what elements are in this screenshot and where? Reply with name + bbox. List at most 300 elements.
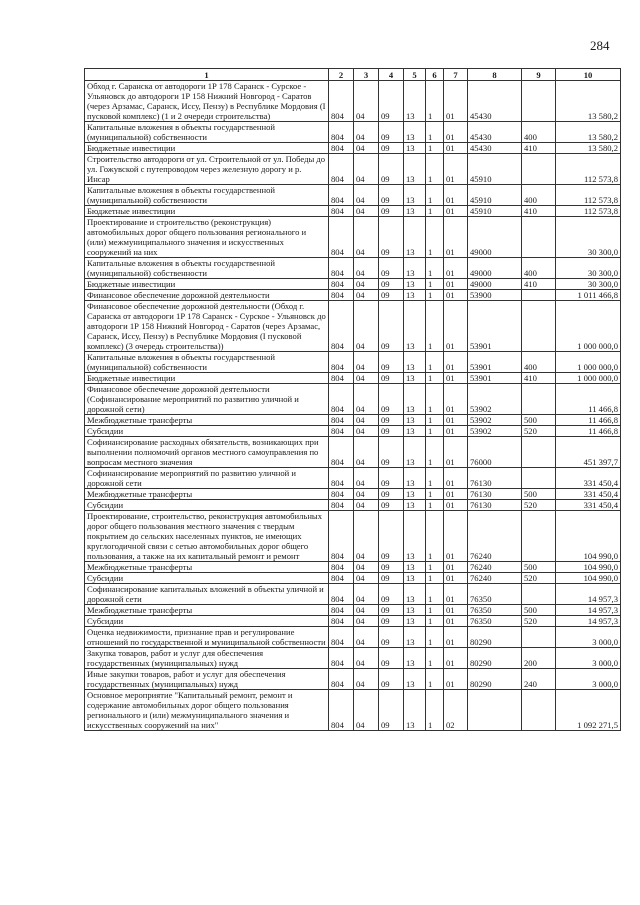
code-cell: 13 bbox=[404, 669, 426, 690]
amount-cell: 13 580,2 bbox=[556, 81, 621, 122]
header-cell: 6 bbox=[426, 69, 444, 81]
amount-cell: 104 990,0 bbox=[556, 573, 621, 584]
code-cell: 01 bbox=[444, 627, 468, 648]
code-cell: 1 bbox=[426, 415, 444, 426]
code-cell: 400 bbox=[522, 122, 556, 143]
code-cell: 1 bbox=[426, 584, 444, 605]
code-cell: 01 bbox=[444, 279, 468, 290]
code-cell: 01 bbox=[444, 468, 468, 489]
code-cell: 49000 bbox=[468, 279, 522, 290]
code-cell: 804 bbox=[329, 669, 354, 690]
code-cell: 410 bbox=[522, 206, 556, 217]
code-cell: 01 bbox=[444, 437, 468, 468]
code-cell: 1 bbox=[426, 217, 444, 258]
code-cell: 1 bbox=[426, 143, 444, 154]
code-cell: 01 bbox=[444, 258, 468, 279]
code-cell: 09 bbox=[379, 605, 404, 616]
code-cell: 01 bbox=[444, 605, 468, 616]
code-cell: 02 bbox=[444, 690, 468, 731]
code-cell: 09 bbox=[379, 122, 404, 143]
table-row bbox=[85, 605, 621, 616]
code-cell: 01 bbox=[444, 185, 468, 206]
code-cell: 13 bbox=[404, 468, 426, 489]
code-cell bbox=[522, 81, 556, 122]
table-row bbox=[85, 648, 621, 669]
code-cell: 804 bbox=[329, 122, 354, 143]
code-cell bbox=[522, 584, 556, 605]
page-number: 284 bbox=[590, 38, 610, 53]
code-cell: 804 bbox=[329, 415, 354, 426]
code-cell: 53900 bbox=[468, 290, 522, 301]
code-cell: 13 bbox=[404, 206, 426, 217]
amount-cell: 112 573,8 bbox=[556, 185, 621, 206]
code-cell: 04 bbox=[354, 290, 379, 301]
code-cell: 804 bbox=[329, 605, 354, 616]
code-cell: 09 bbox=[379, 500, 404, 511]
code-cell: 01 bbox=[444, 648, 468, 669]
code-cell: 01 bbox=[444, 573, 468, 584]
code-cell: 04 bbox=[354, 415, 379, 426]
code-cell: 04 bbox=[354, 81, 379, 122]
code-cell: 76130 bbox=[468, 468, 522, 489]
code-cell: 01 bbox=[444, 352, 468, 373]
code-cell: 1 bbox=[426, 301, 444, 352]
code-cell: 80290 bbox=[468, 627, 522, 648]
code-cell: 09 bbox=[379, 81, 404, 122]
header-cell: 9 bbox=[522, 69, 556, 81]
table-row bbox=[85, 426, 621, 437]
code-cell: 13 bbox=[404, 437, 426, 468]
code-cell: 49000 bbox=[468, 258, 522, 279]
code-cell: 76240 bbox=[468, 573, 522, 584]
amount-cell: 3 000,0 bbox=[556, 669, 621, 690]
amount-cell: 451 397,7 bbox=[556, 437, 621, 468]
code-cell: 04 bbox=[354, 143, 379, 154]
code-cell: 45430 bbox=[468, 81, 522, 122]
table-row bbox=[85, 154, 621, 185]
code-cell: 04 bbox=[354, 616, 379, 627]
table-row bbox=[85, 627, 621, 648]
table-row bbox=[85, 185, 621, 206]
code-cell: 09 bbox=[379, 206, 404, 217]
code-cell: 1 bbox=[426, 627, 444, 648]
code-cell: 13 bbox=[404, 489, 426, 500]
code-cell: 09 bbox=[379, 384, 404, 415]
table-row bbox=[85, 122, 621, 143]
row-name-cell: Субсидии bbox=[85, 616, 329, 627]
code-cell: 804 bbox=[329, 468, 354, 489]
header-cell: 3 bbox=[354, 69, 379, 81]
code-cell: 13 bbox=[404, 185, 426, 206]
code-cell: 09 bbox=[379, 627, 404, 648]
code-cell: 45910 bbox=[468, 206, 522, 217]
code-cell: 13 bbox=[404, 258, 426, 279]
code-cell: 1 bbox=[426, 648, 444, 669]
table-row bbox=[85, 384, 621, 415]
code-cell: 520 bbox=[522, 426, 556, 437]
amount-cell: 11 466,8 bbox=[556, 384, 621, 415]
row-name-cell: Софинансирование мероприятий по развитию уличной и дорожной сети bbox=[85, 468, 329, 489]
code-cell: 804 bbox=[329, 616, 354, 627]
code-cell: 1 bbox=[426, 690, 444, 731]
code-cell: 01 bbox=[444, 290, 468, 301]
code-cell: 76240 bbox=[468, 562, 522, 573]
code-cell: 13 bbox=[404, 143, 426, 154]
code-cell: 04 bbox=[354, 627, 379, 648]
code-cell: 1 bbox=[426, 500, 444, 511]
code-cell: 804 bbox=[329, 352, 354, 373]
code-cell: 804 bbox=[329, 206, 354, 217]
amount-cell: 13 580,2 bbox=[556, 122, 621, 143]
amount-cell: 11 466,8 bbox=[556, 426, 621, 437]
table-header-row bbox=[85, 69, 621, 81]
code-cell: 13 bbox=[404, 616, 426, 627]
code-cell: 09 bbox=[379, 437, 404, 468]
code-cell: 804 bbox=[329, 690, 354, 731]
amount-cell: 1 011 466,8 bbox=[556, 290, 621, 301]
code-cell: 13 bbox=[404, 217, 426, 258]
code-cell: 500 bbox=[522, 562, 556, 573]
code-cell: 04 bbox=[354, 468, 379, 489]
code-cell: 1 bbox=[426, 489, 444, 500]
code-cell: 09 bbox=[379, 489, 404, 500]
code-cell: 01 bbox=[444, 81, 468, 122]
row-name-cell: Межбюджетные трансферты bbox=[85, 562, 329, 573]
code-cell: 13 bbox=[404, 384, 426, 415]
code-cell: 13 bbox=[404, 415, 426, 426]
code-cell: 13 bbox=[404, 690, 426, 731]
code-cell: 804 bbox=[329, 426, 354, 437]
row-name-cell: Межбюджетные трансферты bbox=[85, 489, 329, 500]
code-cell: 01 bbox=[444, 373, 468, 384]
code-cell: 1 bbox=[426, 154, 444, 185]
code-cell: 200 bbox=[522, 648, 556, 669]
code-cell: 09 bbox=[379, 258, 404, 279]
code-cell: 13 bbox=[404, 605, 426, 616]
amount-cell: 112 573,8 bbox=[556, 154, 621, 185]
table-row bbox=[85, 279, 621, 290]
code-cell: 1 bbox=[426, 185, 444, 206]
header-cell: 8 bbox=[468, 69, 522, 81]
code-cell bbox=[522, 511, 556, 562]
code-cell: 804 bbox=[329, 373, 354, 384]
code-cell: 01 bbox=[444, 384, 468, 415]
code-cell bbox=[522, 154, 556, 185]
code-cell: 04 bbox=[354, 511, 379, 562]
code-cell: 76000 bbox=[468, 437, 522, 468]
code-cell: 09 bbox=[379, 562, 404, 573]
code-cell: 240 bbox=[522, 669, 556, 690]
code-cell: 13 bbox=[404, 511, 426, 562]
code-cell: 53901 bbox=[468, 352, 522, 373]
code-cell: 04 bbox=[354, 373, 379, 384]
code-cell: 01 bbox=[444, 584, 468, 605]
code-cell: 500 bbox=[522, 605, 556, 616]
code-cell: 04 bbox=[354, 500, 379, 511]
code-cell: 804 bbox=[329, 154, 354, 185]
row-name-cell: Субсидии bbox=[85, 573, 329, 584]
code-cell: 13 bbox=[404, 373, 426, 384]
table-row bbox=[85, 217, 621, 258]
table-row bbox=[85, 301, 621, 352]
code-cell: 09 bbox=[379, 690, 404, 731]
table-row bbox=[85, 616, 621, 627]
code-cell: 1 bbox=[426, 279, 444, 290]
code-cell: 45430 bbox=[468, 143, 522, 154]
code-cell: 09 bbox=[379, 290, 404, 301]
amount-cell: 13 580,2 bbox=[556, 143, 621, 154]
header-cell: 10 bbox=[556, 69, 621, 81]
code-cell: 804 bbox=[329, 279, 354, 290]
code-cell: 520 bbox=[522, 616, 556, 627]
code-cell: 01 bbox=[444, 415, 468, 426]
code-cell: 01 bbox=[444, 489, 468, 500]
code-cell: 13 bbox=[404, 584, 426, 605]
amount-cell: 104 990,0 bbox=[556, 562, 621, 573]
code-cell bbox=[522, 301, 556, 352]
code-cell: 04 bbox=[354, 605, 379, 616]
table-row bbox=[85, 81, 621, 122]
code-cell: 09 bbox=[379, 468, 404, 489]
code-cell: 400 bbox=[522, 352, 556, 373]
table-row bbox=[85, 373, 621, 384]
code-cell bbox=[522, 437, 556, 468]
row-name-cell: Субсидии bbox=[85, 426, 329, 437]
row-name-cell: Обход г. Саранска от автодороги 1Р 178 Саранск - Сурское - Ульяновск до автодороги 1Р 158 Нижний Новгород - Саратов (через Арзамас, Саранск, Иссу, Пензу) в Республике Мордовия (I пусковой комплекс) (1 и 2 очереди строительства) bbox=[85, 81, 329, 122]
code-cell: 1 bbox=[426, 573, 444, 584]
code-cell: 09 bbox=[379, 154, 404, 185]
table-row bbox=[85, 573, 621, 584]
amount-cell: 1 000 000,0 bbox=[556, 373, 621, 384]
code-cell: 01 bbox=[444, 122, 468, 143]
code-cell: 520 bbox=[522, 573, 556, 584]
code-cell: 09 bbox=[379, 426, 404, 437]
code-cell: 04 bbox=[354, 154, 379, 185]
code-cell: 1 bbox=[426, 352, 444, 373]
code-cell bbox=[522, 468, 556, 489]
code-cell: 01 bbox=[444, 562, 468, 573]
header-cell: 5 bbox=[404, 69, 426, 81]
code-cell: 13 bbox=[404, 562, 426, 573]
code-cell: 804 bbox=[329, 301, 354, 352]
row-name-cell: Капитальные вложения в объекты государственной (муниципальной) собственности bbox=[85, 352, 329, 373]
amount-cell: 11 466,8 bbox=[556, 415, 621, 426]
amount-cell: 104 990,0 bbox=[556, 511, 621, 562]
row-name-cell: Капитальные вложения в объекты государственной (муниципальной) собственности bbox=[85, 185, 329, 206]
code-cell: 804 bbox=[329, 437, 354, 468]
code-cell: 804 bbox=[329, 584, 354, 605]
code-cell: 13 bbox=[404, 81, 426, 122]
row-name-cell: Финансовое обеспечение дорожной деятельности (Софинансирование мероприятий по развитию уличной и дорожной сети) bbox=[85, 384, 329, 415]
row-name-cell: Бюджетные инвестиции bbox=[85, 373, 329, 384]
code-cell: 13 bbox=[404, 154, 426, 185]
code-cell: 09 bbox=[379, 143, 404, 154]
code-cell: 04 bbox=[354, 352, 379, 373]
code-cell: 1 bbox=[426, 468, 444, 489]
header-cell: 2 bbox=[329, 69, 354, 81]
code-cell: 76350 bbox=[468, 616, 522, 627]
code-cell: 804 bbox=[329, 258, 354, 279]
code-cell: 410 bbox=[522, 279, 556, 290]
code-cell: 1 bbox=[426, 290, 444, 301]
code-cell: 13 bbox=[404, 500, 426, 511]
row-name-cell: Софинансирование расходных обязательств, возникающих при выполнении полномочий органов местного самоуправления по вопросам местного значения bbox=[85, 437, 329, 468]
code-cell: 09 bbox=[379, 352, 404, 373]
table-row bbox=[85, 500, 621, 511]
code-cell: 76240 bbox=[468, 511, 522, 562]
code-cell: 804 bbox=[329, 290, 354, 301]
amount-cell: 1 000 000,0 bbox=[556, 301, 621, 352]
row-name-cell: Бюджетные инвестиции bbox=[85, 143, 329, 154]
code-cell: 1 bbox=[426, 616, 444, 627]
amount-cell: 30 300,0 bbox=[556, 279, 621, 290]
code-cell: 1 bbox=[426, 206, 444, 217]
code-cell bbox=[522, 690, 556, 731]
code-cell: 04 bbox=[354, 301, 379, 352]
code-cell: 53901 bbox=[468, 301, 522, 352]
code-cell: 04 bbox=[354, 258, 379, 279]
table-row bbox=[85, 511, 621, 562]
amount-cell: 14 957,3 bbox=[556, 616, 621, 627]
row-name-cell: Проектирование и строительство (реконструкция) автомобильных дорог общего пользования регионального и (или) межмуниципального значения и искусственных сооружений на них bbox=[85, 217, 329, 258]
code-cell: 500 bbox=[522, 415, 556, 426]
code-cell: 804 bbox=[329, 573, 354, 584]
code-cell: 1 bbox=[426, 669, 444, 690]
code-cell: 01 bbox=[444, 206, 468, 217]
code-cell: 04 bbox=[354, 384, 379, 415]
amount-cell: 30 300,0 bbox=[556, 217, 621, 258]
code-cell: 410 bbox=[522, 143, 556, 154]
table-row bbox=[85, 562, 621, 573]
code-cell: 1 bbox=[426, 562, 444, 573]
table-row bbox=[85, 206, 621, 217]
amount-cell: 331 450,4 bbox=[556, 489, 621, 500]
code-cell: 1 bbox=[426, 373, 444, 384]
code-cell: 804 bbox=[329, 217, 354, 258]
amount-cell: 331 450,4 bbox=[556, 500, 621, 511]
row-name-cell: Проектирование, строительство, реконструкция автомобильных дорог общего пользования местного значения с твердым покрытием до сельских населенных пунктов, не имеющих круглогодичной связи с сетью автомобильных дорог общего пользования, а также на их капитальный ремонт и ремонт bbox=[85, 511, 329, 562]
code-cell: 400 bbox=[522, 258, 556, 279]
code-cell: 09 bbox=[379, 301, 404, 352]
row-name-cell: Закупка товаров, работ и услуг для обеспечения государственных (муниципальных) нужд bbox=[85, 648, 329, 669]
table-row bbox=[85, 584, 621, 605]
table-row bbox=[85, 290, 621, 301]
code-cell: 13 bbox=[404, 301, 426, 352]
code-cell: 04 bbox=[354, 437, 379, 468]
code-cell: 804 bbox=[329, 185, 354, 206]
code-cell: 45910 bbox=[468, 154, 522, 185]
code-cell: 04 bbox=[354, 206, 379, 217]
code-cell: 13 bbox=[404, 648, 426, 669]
code-cell: 01 bbox=[444, 511, 468, 562]
code-cell: 76130 bbox=[468, 500, 522, 511]
code-cell: 09 bbox=[379, 373, 404, 384]
code-cell: 80290 bbox=[468, 669, 522, 690]
row-name-cell: Основное мероприятие "Капитальный ремонт, ремонт и содержание автомобильных дорог общего пользования регионального и (или) межмуниципального значения и искусственных сооружений на них" bbox=[85, 690, 329, 731]
code-cell: 13 bbox=[404, 279, 426, 290]
code-cell: 1 bbox=[426, 384, 444, 415]
code-cell bbox=[522, 627, 556, 648]
row-name-cell: Оценка недвижимости, признание прав и регулирование отношений по государственной и муниципальной собственности bbox=[85, 627, 329, 648]
code-cell bbox=[522, 217, 556, 258]
code-cell: 804 bbox=[329, 81, 354, 122]
amount-cell: 331 450,4 bbox=[556, 468, 621, 489]
code-cell: 53901 bbox=[468, 373, 522, 384]
row-name-cell: Субсидии bbox=[85, 500, 329, 511]
amount-cell: 112 573,8 bbox=[556, 206, 621, 217]
code-cell: 09 bbox=[379, 511, 404, 562]
code-cell: 804 bbox=[329, 489, 354, 500]
header-cell: 7 bbox=[444, 69, 468, 81]
code-cell: 04 bbox=[354, 185, 379, 206]
code-cell: 80290 bbox=[468, 648, 522, 669]
table-row bbox=[85, 489, 621, 500]
code-cell bbox=[522, 290, 556, 301]
code-cell: 04 bbox=[354, 584, 379, 605]
table-row bbox=[85, 468, 621, 489]
row-name-cell: Бюджетные инвестиции bbox=[85, 279, 329, 290]
code-cell: 01 bbox=[444, 616, 468, 627]
header-cell: 4 bbox=[379, 69, 404, 81]
code-cell: 500 bbox=[522, 489, 556, 500]
table-row bbox=[85, 669, 621, 690]
code-cell: 1 bbox=[426, 81, 444, 122]
code-cell bbox=[522, 384, 556, 415]
header-cell: 1 bbox=[85, 69, 329, 81]
code-cell: 09 bbox=[379, 669, 404, 690]
code-cell: 1 bbox=[426, 122, 444, 143]
code-cell: 13 bbox=[404, 573, 426, 584]
code-cell: 04 bbox=[354, 690, 379, 731]
code-cell: 09 bbox=[379, 584, 404, 605]
code-cell: 49000 bbox=[468, 217, 522, 258]
code-cell: 53902 bbox=[468, 384, 522, 415]
row-name-cell: Строительство автодороги от ул. Строительной от ул. Победы до ул. Гожувской с путепроводом через железную дорогу и р. Инсар bbox=[85, 154, 329, 185]
code-cell: 01 bbox=[444, 154, 468, 185]
code-cell: 13 bbox=[404, 426, 426, 437]
table-row bbox=[85, 352, 621, 373]
row-name-cell: Капитальные вложения в объекты государственной (муниципальной) собственности bbox=[85, 122, 329, 143]
code-cell: 09 bbox=[379, 279, 404, 290]
amount-cell: 14 957,3 bbox=[556, 584, 621, 605]
code-cell: 1 bbox=[426, 426, 444, 437]
code-cell: 804 bbox=[329, 500, 354, 511]
code-cell: 04 bbox=[354, 669, 379, 690]
code-cell: 09 bbox=[379, 185, 404, 206]
code-cell: 13 bbox=[404, 352, 426, 373]
table-row bbox=[85, 258, 621, 279]
amount-cell: 3 000,0 bbox=[556, 648, 621, 669]
code-cell: 1 bbox=[426, 258, 444, 279]
code-cell: 04 bbox=[354, 217, 379, 258]
code-cell: 13 bbox=[404, 290, 426, 301]
code-cell: 09 bbox=[379, 573, 404, 584]
code-cell: 01 bbox=[444, 301, 468, 352]
code-cell: 76350 bbox=[468, 584, 522, 605]
code-cell bbox=[468, 690, 522, 731]
row-name-cell: Финансовое обеспечение дорожной деятельности (Обход г. Саранска от автодороги 1Р 178 Саранск - Сурское - Ульяновск до автодороги 1Р 158 Нижний Новгород - Саратов (через Арзамас, Саранск, Иссу, Пензу) в Республике Мордовия (I пусковой комплекс) (3 очередь строительства)) bbox=[85, 301, 329, 352]
code-cell: 04 bbox=[354, 279, 379, 290]
code-cell: 04 bbox=[354, 489, 379, 500]
code-cell: 01 bbox=[444, 500, 468, 511]
code-cell: 804 bbox=[329, 648, 354, 669]
code-cell: 45430 bbox=[468, 122, 522, 143]
row-name-cell: Капитальные вложения в объекты государственной (муниципальной) собственности bbox=[85, 258, 329, 279]
code-cell: 1 bbox=[426, 605, 444, 616]
amount-cell: 1 000 000,0 bbox=[556, 352, 621, 373]
code-cell: 13 bbox=[404, 627, 426, 648]
code-cell: 01 bbox=[444, 426, 468, 437]
